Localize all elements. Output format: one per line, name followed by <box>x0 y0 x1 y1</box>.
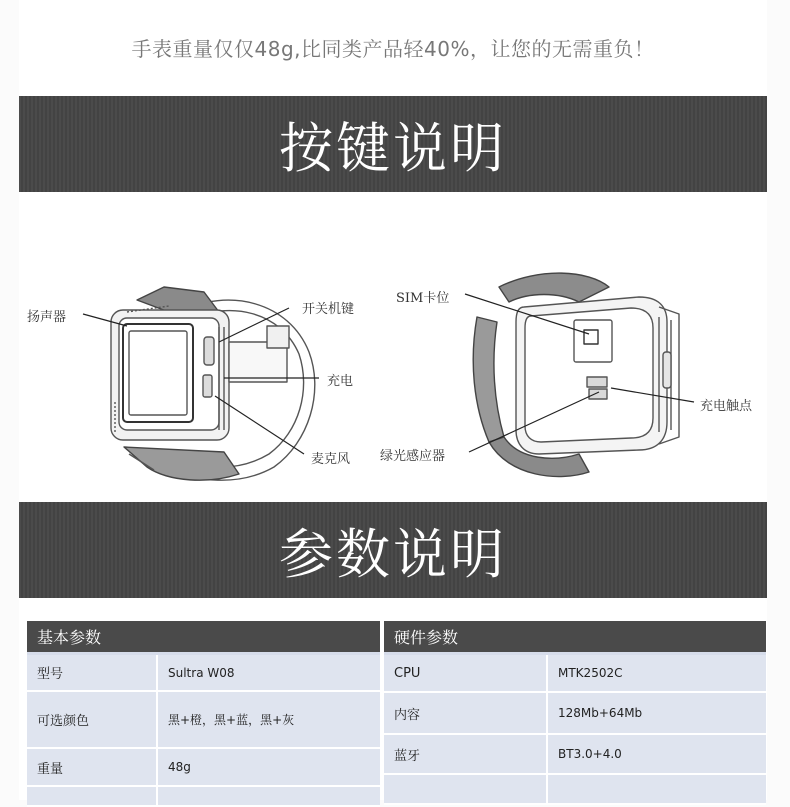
param-key: 蓝牙 <box>384 735 548 773</box>
table-row <box>27 787 380 807</box>
table-row <box>27 692 380 749</box>
param-value: 黑+橙，黑+蓝，黑+灰 <box>168 713 295 727</box>
weight-tagline: 手表重量仅仅48g,比同类产品轻40%，让您的无需重负！ <box>131 37 655 61</box>
label-power-key: 开关机键 <box>302 302 355 317</box>
section-banner-params <box>19 502 767 598</box>
param-key: CPU <box>384 655 548 691</box>
table-row <box>384 735 766 775</box>
param-value: MTK2502C <box>558 666 623 680</box>
section-title-keys: 按键说明 <box>279 116 507 180</box>
param-value <box>158 787 380 805</box>
label-charge: 充电 <box>327 374 354 389</box>
param-key: 重量 <box>27 749 158 785</box>
param-key <box>384 775 548 803</box>
label-sim-slot: SIM卡位 <box>396 291 450 306</box>
param-key <box>27 787 158 805</box>
basic-params-header: 基本参数 <box>27 621 380 655</box>
param-key: 可选颜色 <box>27 692 158 747</box>
table-row <box>384 693 766 735</box>
table-row <box>384 775 766 805</box>
table-row <box>384 655 766 693</box>
hardware-params-table <box>384 621 766 805</box>
basic-params-table <box>27 621 380 807</box>
section-title-params: 参数说明 <box>279 522 507 586</box>
table-row <box>27 749 380 787</box>
label-speaker: 扬声器 <box>27 310 67 325</box>
param-value: 128Mb+64Mb <box>558 706 643 720</box>
param-key: 型号 <box>27 655 158 690</box>
param-value: BT3.0+4.0 <box>558 747 622 761</box>
param-value: Sultra W08 <box>168 665 235 680</box>
label-charge-contacts: 充电触点 <box>700 399 753 414</box>
label-microphone: 麦克风 <box>311 452 351 467</box>
label-green-sensor: 绿光感应器 <box>380 449 446 464</box>
param-key: 内容 <box>384 693 548 733</box>
param-value <box>548 775 766 803</box>
button-diagram <box>19 192 767 502</box>
section-banner-keys <box>19 96 767 192</box>
table-row <box>27 655 380 692</box>
hardware-params-header: 硬件参数 <box>384 621 766 655</box>
param-value: 48g <box>168 760 191 774</box>
